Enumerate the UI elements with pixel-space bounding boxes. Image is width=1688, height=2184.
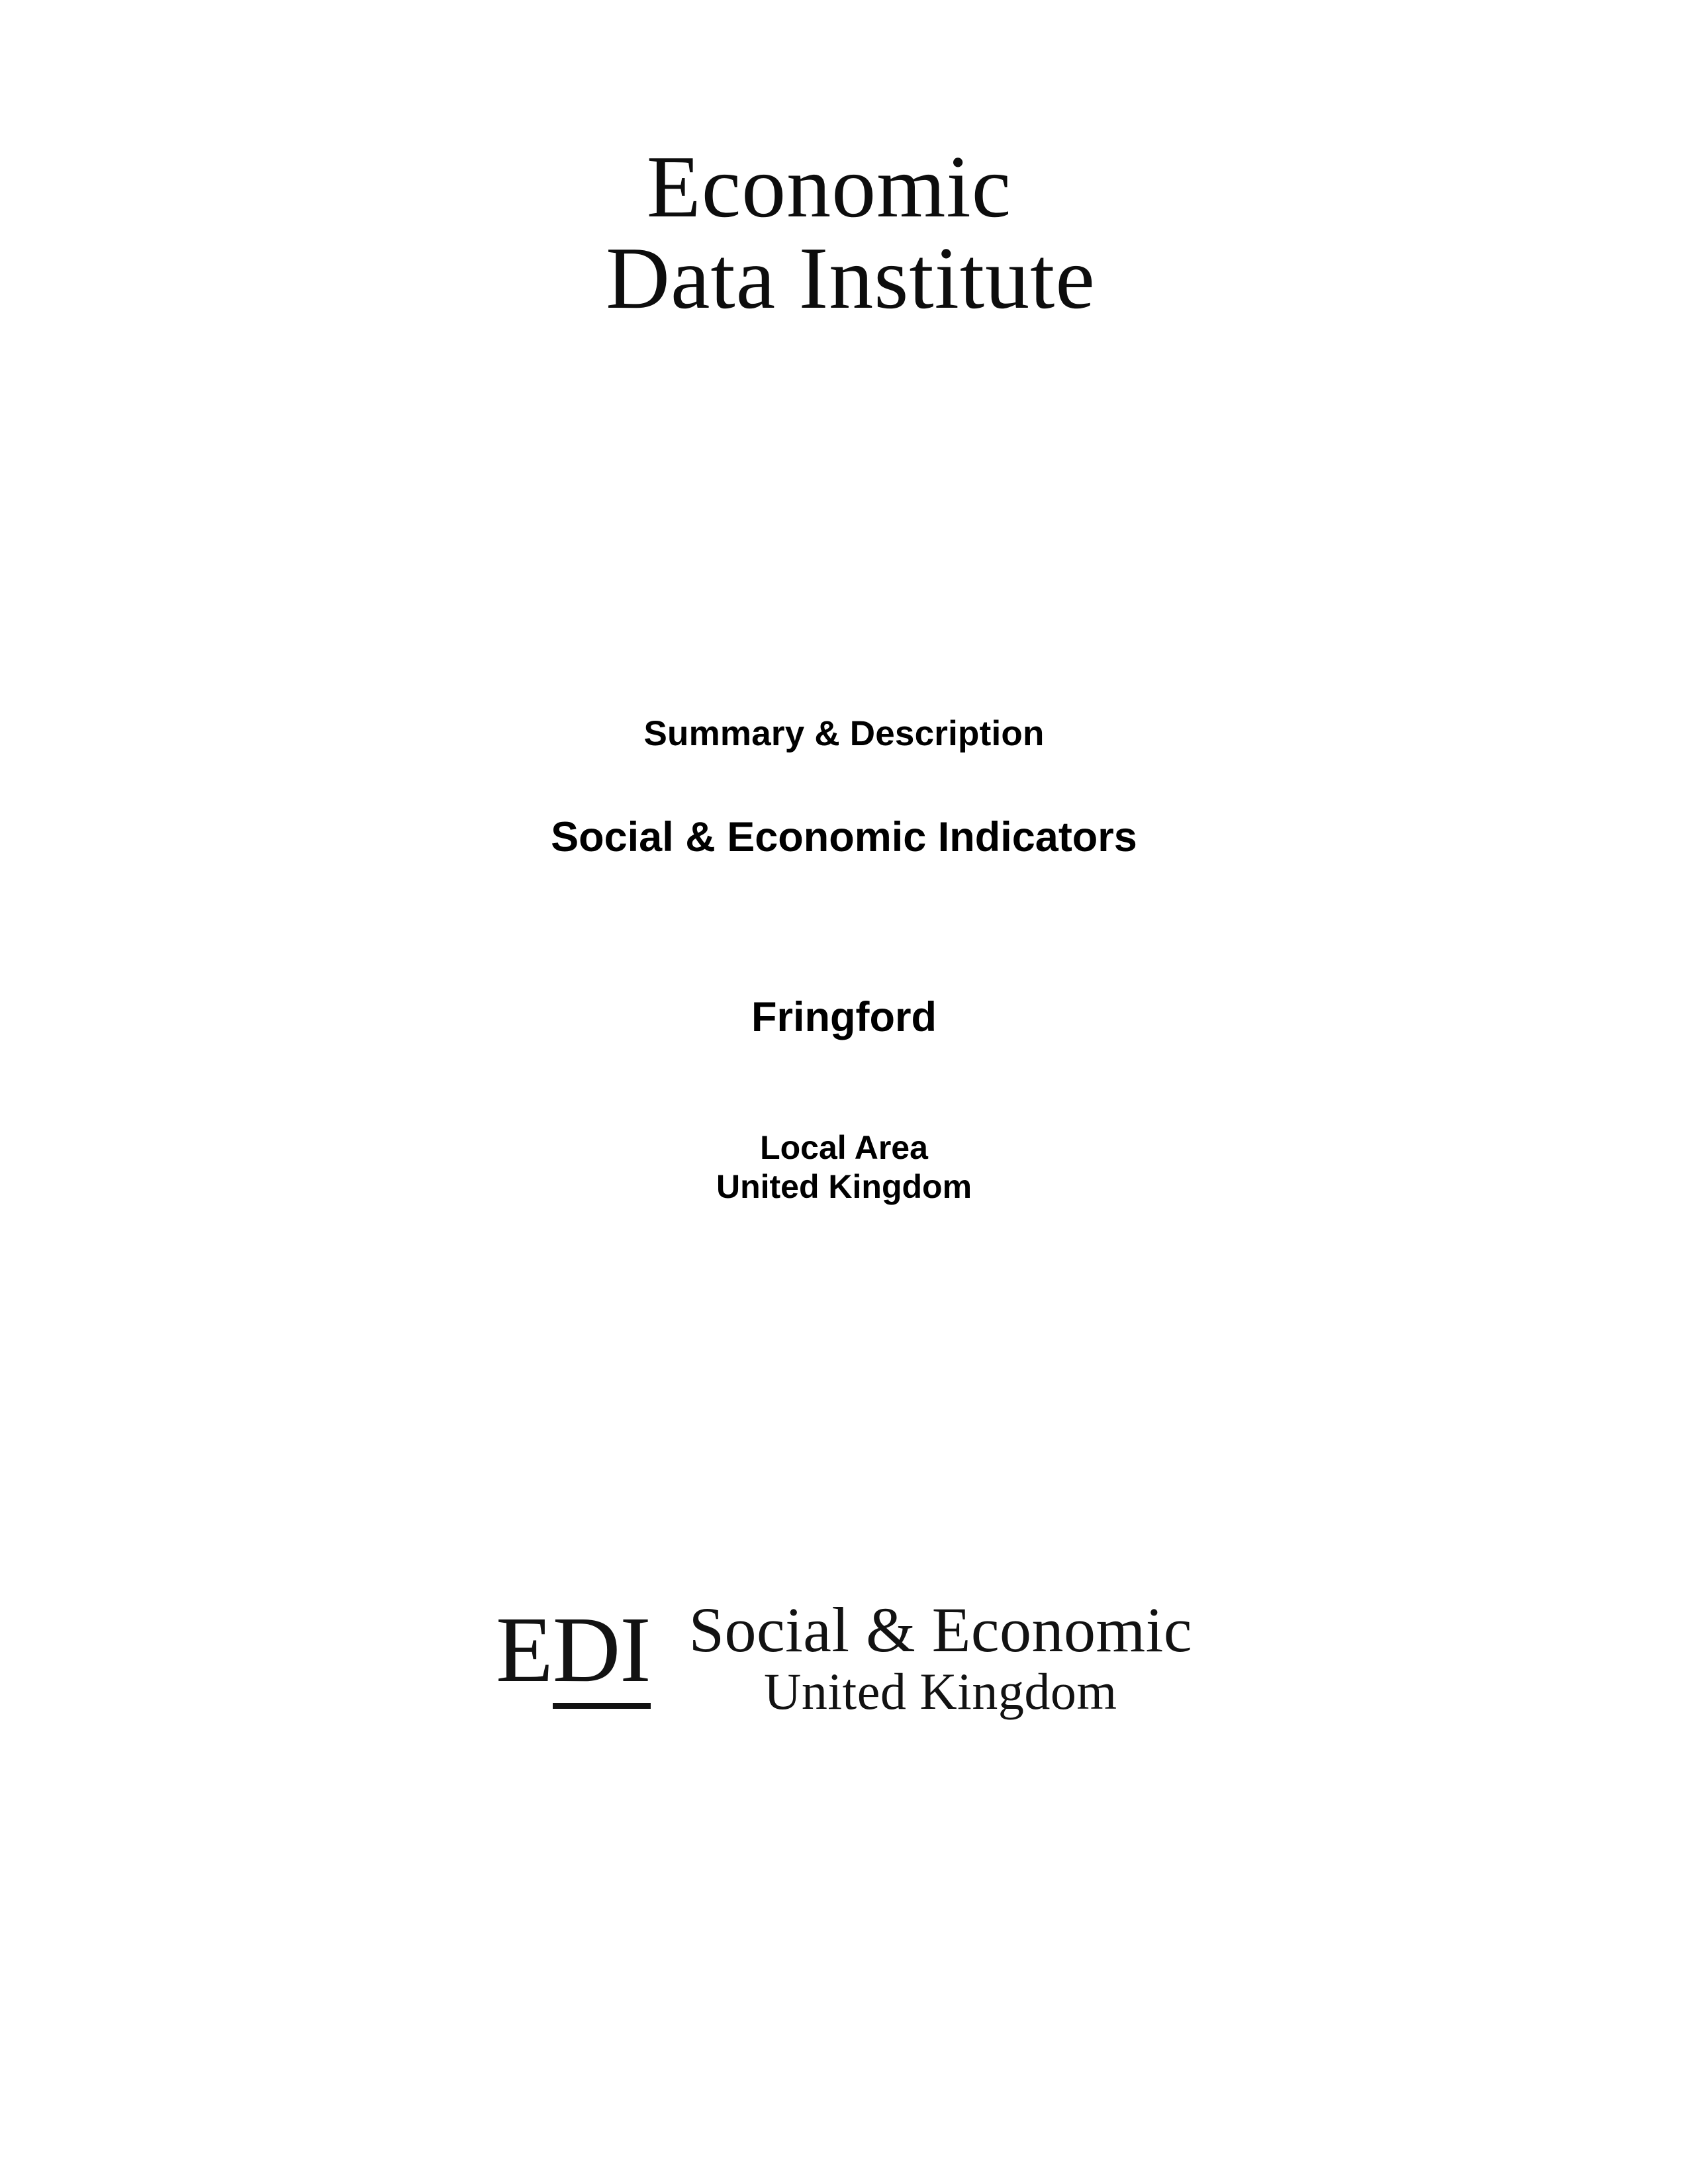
masthead-line-2: Data Institute bbox=[606, 229, 1096, 327]
title-block bbox=[0, 713, 1688, 1206]
geography-type: Local Area bbox=[760, 1129, 928, 1166]
footer-logo bbox=[0, 1594, 1688, 1720]
edi-wordmark bbox=[688, 1594, 1192, 1720]
edi-monogram bbox=[496, 1597, 651, 1702]
edi-wordmark-line-2: United Kingdom bbox=[764, 1662, 1117, 1720]
report-subtitle: Summary & Description bbox=[643, 714, 1045, 753]
edi-wordmark-line-1: Social & Economic bbox=[688, 1594, 1192, 1665]
masthead-line-1: Economic bbox=[646, 138, 1012, 236]
edi-monogram-e: E bbox=[496, 1597, 553, 1702]
geography-country: United Kingdom bbox=[716, 1168, 972, 1205]
masthead-logo bbox=[0, 138, 1688, 327]
area-name: Fringford bbox=[751, 994, 937, 1040]
edi-monogram-di: DI bbox=[553, 1597, 651, 1709]
report-title: Social & Economic Indicators bbox=[551, 814, 1137, 860]
